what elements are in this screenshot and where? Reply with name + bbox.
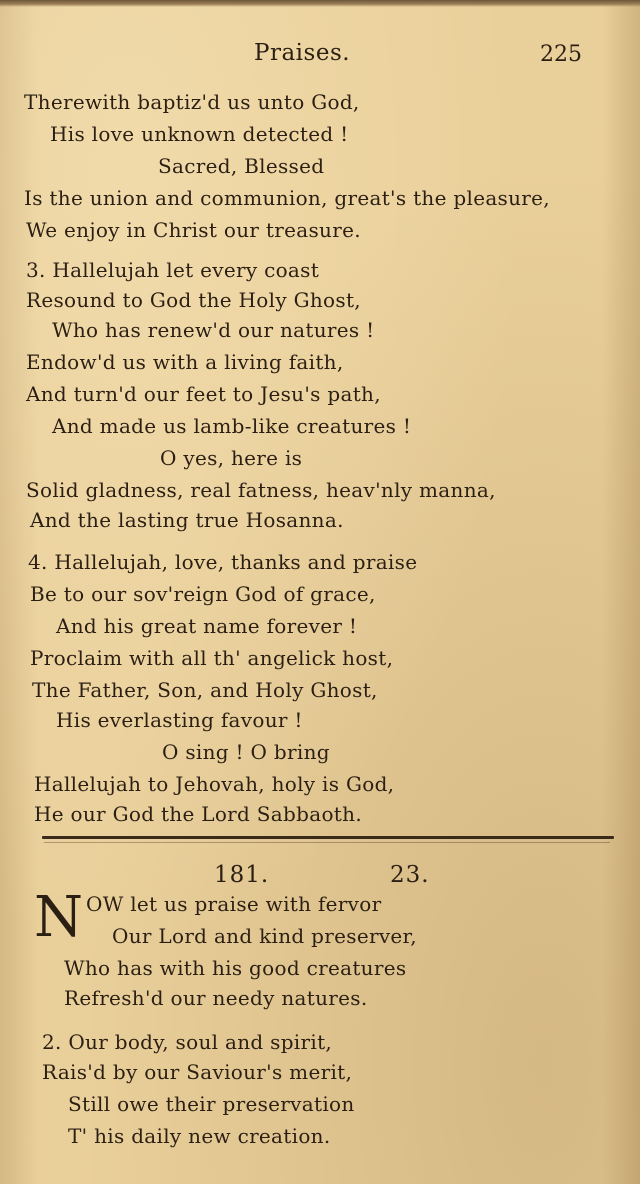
verse-line: Sacred, Blessed (158, 154, 325, 178)
tune-number: 23. (390, 862, 430, 888)
verse-line: Solid gladness, real fatness, heav'nly manna, (26, 478, 496, 502)
verse-line: T' his daily new creation. (68, 1124, 331, 1148)
verse-line: Is the union and communion, great's the pleasure, (24, 186, 550, 210)
verse-line: Refresh'd our needy natures. (64, 986, 368, 1010)
verse-line: Be to our sov'reign God of grace, (30, 582, 376, 606)
verse-line: And his great name forever ! (56, 614, 358, 638)
verse-line: Our Lord and kind preserver, (112, 924, 417, 948)
running-head-title: Praises. (254, 40, 351, 66)
verse-line: His everlasting favour ! (56, 708, 303, 732)
verse-line: OW let us praise with fervor (86, 892, 382, 916)
verse-line: Resound to God the Holy Ghost, (26, 288, 361, 312)
verse-line: 2. Our body, soul and spirit, (42, 1030, 333, 1054)
verse-line: Rais'd by our Saviour's merit, (42, 1060, 353, 1084)
running-head (0, 40, 640, 76)
verse-line: The Father, Son, and Holy Ghost, (32, 678, 378, 702)
verse-line: His love unknown detected ! (50, 122, 349, 146)
verse-line: Proclaim with all th' angelick host, (30, 646, 394, 670)
verse-line: And turn'd our feet to Jesu's path, (26, 382, 381, 406)
verse-line: Hallelujah to Jehovah, holy is God, (34, 772, 395, 796)
verse-line: O yes, here is (160, 446, 303, 470)
verse-line: Who has renew'd our natures ! (52, 318, 375, 342)
drop-cap: N (34, 885, 83, 950)
hymn-number: 181. (214, 862, 270, 888)
verse-line: Therewith baptiz'd us unto God, (24, 90, 360, 114)
verse-line: 4. Hallelujah, love, thanks and praise (28, 550, 418, 574)
verse-line: He our God the Lord Sabbaoth. (34, 802, 362, 826)
verse-line: We enjoy in Christ our treasure. (26, 218, 361, 242)
section-divider (42, 836, 614, 839)
verse-line: 3. Hallelujah let every coast (26, 258, 320, 282)
verse-line: And made us lamb-like creatures ! (52, 414, 412, 438)
verse-line: O sing ! O bring (162, 740, 330, 764)
verse-line: Still owe their preservation (68, 1092, 355, 1116)
page-top-edge (0, 0, 640, 7)
verse-line: Endow'd us with a living faith, (26, 350, 344, 374)
verse-line: And the lasting true Hosanna. (30, 508, 344, 532)
section-divider-shadow (44, 842, 610, 843)
verse-line: Who has with his good creatures (64, 956, 407, 980)
page-number: 225 (540, 42, 582, 67)
